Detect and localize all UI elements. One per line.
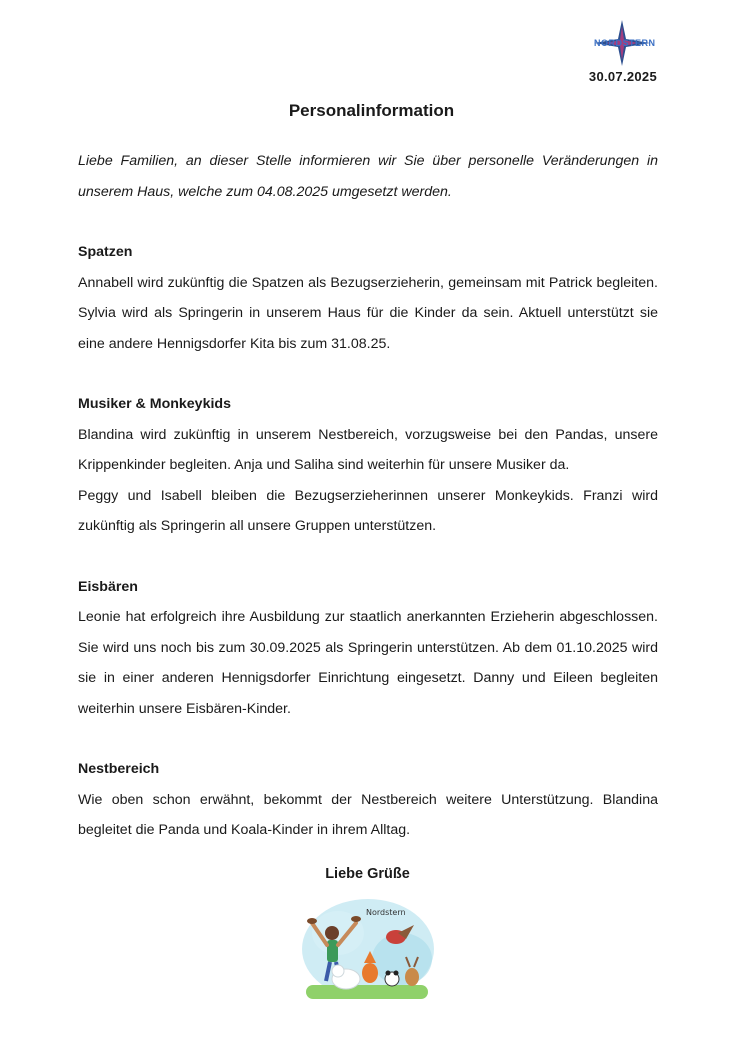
section-paragraph: Wie oben schon erwähnt, bekommt der Nestbereich weitere Unterstützung. Blandina begleitet die Panda und Koala-Kinder in ihrem Alltag. xyxy=(78,791,658,838)
section-paragraph: Annabell wird zukünftig die Spatzen als Bezugserzieherin, gemeinsam mit Patrick begleiten. Sylvia wird als Springerin in unserem Haus für die Kinder da sein. Aktuell unterstützt sie eine andere Hennigsdorfer Kita bis zum 31.08.25. xyxy=(78,274,658,352)
section-paragraph: Blandina wird zukünftig in unserem Nestbereich, vorzugsweise bei den Pandas, unsere Krippenkinder begleiten. Anja und Saliha sind weiterhin für unsere Musiker da. xyxy=(78,426,658,473)
section-spatzen xyxy=(78,237,658,359)
logo-text: NORDSTERN xyxy=(594,38,656,48)
section-nestbereich xyxy=(78,754,658,846)
illustration-label: Nordstern xyxy=(366,908,406,917)
document-date: 30.07.2025 xyxy=(588,69,657,84)
section-heading: Nestbereich xyxy=(78,761,160,777)
page-title: Personalinformation xyxy=(288,101,455,120)
section-paragraph: Leonie hat erfolgreich ihre Ausbildung zur staatlich anerkannten Erzieherin abgeschlossen. Sie wird uns noch bis zum 30.09.2025 als Springerin unterstützen. Ab dem 01.10.2025 wird sie in einer anderen Hennigsdorfer Einrichtung eingesetzt. Danny und Eileen begleiten weiterhin unsere Eisbären-Kinder. xyxy=(78,609,658,717)
closing-greeting: Liebe Grüße xyxy=(325,866,410,882)
section-heading: Spatzen xyxy=(78,244,133,260)
kita-illustration xyxy=(298,893,436,1005)
kita-animals-illustration-icon xyxy=(298,893,436,1005)
section-heading: Eisbären xyxy=(78,578,138,595)
kita-logo xyxy=(594,20,656,66)
letter-body xyxy=(78,146,658,846)
section-eisbaeren xyxy=(78,572,658,725)
section-paragraph: Peggy und Isabell bleiben die Bezugserzieherinnen unserer Monkeykids. Franzi wird zukünftig als Springerin all unsere Gruppen unterstützen. xyxy=(78,487,658,534)
section-musiker-monkeykids xyxy=(78,389,658,542)
section-heading: Musiker & Monkeykids xyxy=(78,396,231,412)
intro-paragraph: Liebe Familien, an dieser Stelle informieren wir Sie über personelle Veränderungen in unserem Haus, welche zum 04.08.2025 umgesetzt werden. xyxy=(78,153,658,200)
